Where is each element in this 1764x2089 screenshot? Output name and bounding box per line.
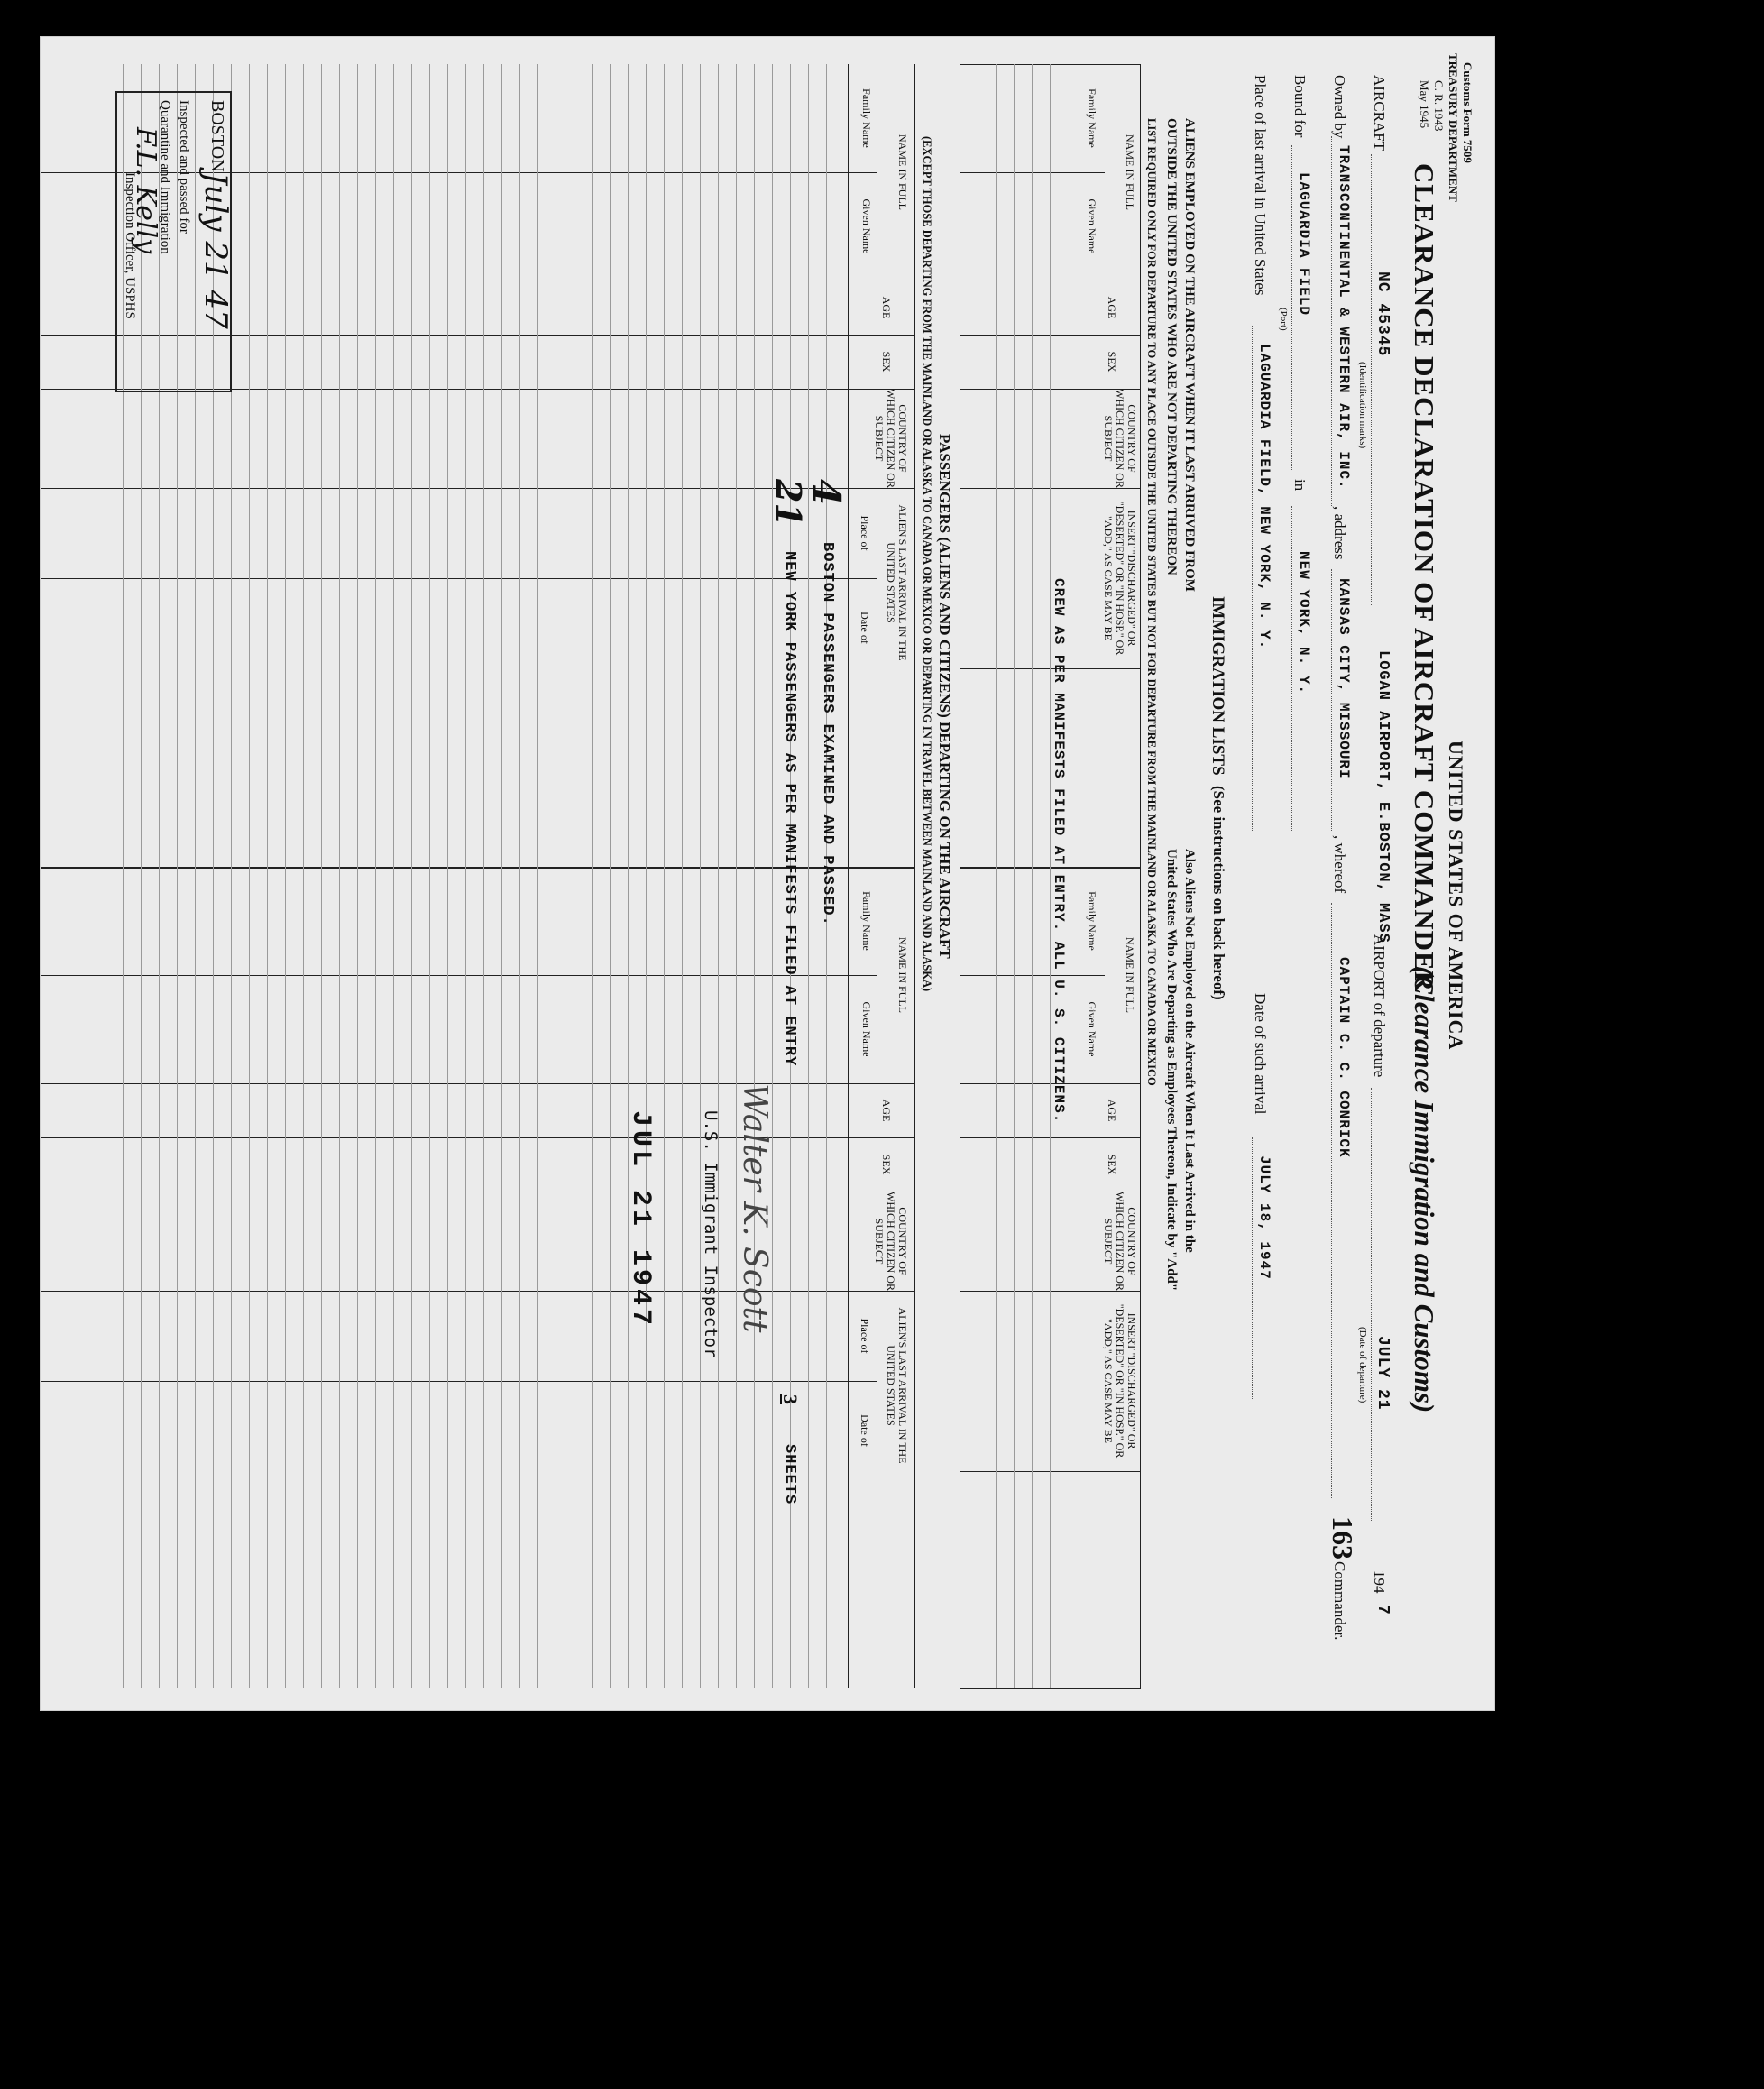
pax-date-header: Date of <box>859 612 871 644</box>
port-caption: (Port) <box>1278 308 1289 331</box>
stamp-line-3: Inspection Officer, USPHS <box>123 172 137 319</box>
inspector-date-stamp: JUL 21 1947 <box>625 1110 656 1330</box>
document-paper <box>40 36 1495 1711</box>
ny-note: NEW YORK PASSENGERS AS PER MANIFESTS FILED AT ENTRY <box>781 551 798 1067</box>
sheets-count: 3 <box>779 1394 802 1404</box>
added-sex-header: SEX <box>1106 1154 1118 1175</box>
added-insert-header: INSERT "DISCHARGED" OR "DESERTED" OR "IN HOSP." OR "ADD," AS CASE MAY BE <box>1102 1303 1138 1459</box>
inspector-signature: Walter K. Scott <box>736 1083 773 1333</box>
crew-country-header: COUNTRY OF WHICH CITIZEN OR SUBJECT <box>1102 389 1138 488</box>
address: KANSAS CITY, MISSOURI <box>1336 578 1352 779</box>
pax-name-header: NAME IN FULL <box>896 134 909 210</box>
added-family-header: Family Name <box>1086 891 1098 951</box>
whereof-label: , whereof <box>1331 835 1348 894</box>
crew-insert-header: INSERT "DISCHARGED" OR "DESERTED" OR "IN HOSP." OR "ADD," AS CASE MAY BE <box>1102 501 1138 656</box>
last-arrival-label: Place of last arrival in United States <box>1252 75 1269 296</box>
list-note: LIST REQUIRED ONLY FOR DEPARTURE TO ANY PLACE OUTSIDE THE UNITED STATES BUT NOT FOR DEPARTURE FROM THE MAINLAND OR ALASKA TO CANADA OR MEXICO <box>1145 118 1158 1086</box>
regulation: C. R. 1943 <box>1432 80 1446 132</box>
date-caption: (Date of departure) <box>1357 1327 1368 1403</box>
form-title: CLEARANCE DECLARATION OF AIRCRAFT COMMANDER <box>1409 163 1440 993</box>
stamp-initials: F.L. Kelly <box>130 127 161 254</box>
pax-given-header: Given Name <box>860 198 873 254</box>
bound-country: NEW YORK, N. Y. <box>1296 551 1312 695</box>
crew-name-header: NAME IN FULL <box>1124 134 1136 210</box>
pax2-sex-header: SEX <box>880 1154 893 1175</box>
aircraft-label: AIRCRAFT <box>1371 75 1388 152</box>
passengers-heading: PASSENGERS (ALIENS AND CITIZENS) DEPARTING ON THE AIRCRAFT <box>936 434 953 959</box>
pax2-place-header: Place of <box>859 1318 871 1354</box>
stamp-date-hand: July 21 47 <box>198 172 234 329</box>
pax2-age-header: AGE <box>880 1099 893 1122</box>
arrival-date-label: Date of such arrival <box>1252 993 1269 1115</box>
commander: CAPTAIN C. C. CONRICK <box>1336 957 1352 1158</box>
form-number: Customs Form 7509 <box>1461 62 1475 163</box>
pax2-country-header: COUNTRY OF WHICH CITIZEN OR SUBJECT <box>873 1192 909 1291</box>
aircraft-id: NC 45345 <box>1374 271 1392 357</box>
pax2-date-header: Date of <box>859 1414 871 1447</box>
identification-caption: (Identification marks) <box>1357 362 1368 449</box>
pax-sex-header: SEX <box>880 351 893 373</box>
pax-last-arrival-header: ALIEN'S LAST ARRIVAL IN THE UNITED STATES <box>885 504 909 661</box>
crew-age-header: AGE <box>1106 296 1118 319</box>
aliens-heading-1: ALIENS EMPLOYED ON THE AIRCRAFT WHEN IT LAST ARRIVED FROM <box>1182 118 1197 592</box>
arrival-date: JULY 18, 1947 <box>1256 1155 1272 1280</box>
immigration-instructions: (See instructions on back hereof) <box>1210 786 1227 1000</box>
owner: TRANSCONTINENTAL & WESTERN AIR, INC. <box>1336 145 1352 490</box>
pax-place-header: Place of <box>859 515 871 551</box>
flight-number: 163 <box>1327 1516 1359 1560</box>
passengers-subheading: (EXCEPT THOSE DEPARTING FROM THE MAINLAND OR ALASKA TO CANADA OR MEXICO OR DEPARTING IN TRAVEL BETWEEN MAINLAND AND ALASKA) <box>921 136 933 992</box>
departure-date: JULY 21 <box>1374 1336 1392 1411</box>
sheets-label: SHEETS <box>781 1444 798 1505</box>
crew-sex-header: SEX <box>1106 351 1118 373</box>
added-name-header: NAME IN FULL <box>1124 937 1136 1013</box>
last-arrival: LAGUARDIA FIELD, NEW YORK, N. Y. <box>1256 344 1272 650</box>
pax-family-header: Family Name <box>860 88 873 148</box>
aliens-added-heading-1: Also Aliens Not Employed on the Aircraft When It Last Arrived in the <box>1182 849 1197 1253</box>
pax2-family-header: Family Name <box>860 891 873 951</box>
pax-age-header: AGE <box>880 296 893 319</box>
stamp-line-2: Quarantine and Immigration <box>158 100 172 254</box>
revision-date: May 1945 <box>1418 80 1431 129</box>
airport-label: AIRPORT of departure <box>1371 934 1388 1078</box>
pax2-given-header: Given Name <box>860 1001 873 1057</box>
airport-value: LOGAN AIRPORT, E.BOSTON, MASS <box>1374 650 1392 943</box>
crew-note: CREW AS PER MANIFESTS FILED AT ENTRY. ALL U. S. CITIZENS. <box>1051 578 1067 1124</box>
department: TREASURY DEPARTMENT <box>1447 53 1460 202</box>
added-given-header: Given Name <box>1086 1001 1098 1057</box>
immigration-heading: IMMIGRATION LISTS <box>1208 596 1227 776</box>
inspector-title: U.S. Immigrant Inspector <box>701 1110 721 1358</box>
in-label: in <box>1291 479 1309 492</box>
year-prefix: 194 <box>1371 1570 1388 1594</box>
boston-note: BOSTON PASSENGERS EXAMINED AND PASSED. <box>819 542 836 926</box>
year-suffix: 7 <box>1374 1605 1392 1615</box>
crew-family-header: Family Name <box>1086 88 1098 148</box>
stamp-line-1: Inspected and passed for <box>177 100 191 234</box>
crew-given-header: Given Name <box>1086 198 1098 254</box>
clearance-form <box>41 37 1494 1710</box>
bound-label: Bound for <box>1291 75 1309 138</box>
boston-count: 4 <box>804 479 849 506</box>
stamp-city: BOSTON <box>207 100 227 172</box>
added-age-header: AGE <box>1106 1099 1118 1122</box>
address-label: , address <box>1331 506 1348 560</box>
aliens-added-heading-2: United States Who Are Departing as Employees Thereon, Indicate by "Add" <box>1164 849 1179 1292</box>
bound-for: LAGUARDIA FIELD <box>1296 172 1312 317</box>
pax2-last-arrival-header: ALIEN'S LAST ARRIVAL IN THE UNITED STATES <box>885 1307 909 1464</box>
pax-country-header: COUNTRY OF WHICH CITIZEN OR SUBJECT <box>873 389 909 488</box>
ny-count: 21 <box>768 479 809 527</box>
pax2-name-header: NAME IN FULL <box>896 937 909 1013</box>
aliens-heading-2: OUTSIDE THE UNITED STATES WHO ARE NOT DEPARTING THEREON <box>1164 118 1179 575</box>
country-heading: UNITED STATES OF AMERICA <box>1445 741 1467 1051</box>
owned-label: Owned by <box>1331 75 1348 139</box>
added-country-header: COUNTRY OF WHICH CITIZEN OR SUBJECT <box>1102 1192 1138 1291</box>
form-subtitle: (Clearance Immigration and Customs) <box>1409 966 1440 1413</box>
commander-label: Commander. <box>1331 1561 1348 1641</box>
